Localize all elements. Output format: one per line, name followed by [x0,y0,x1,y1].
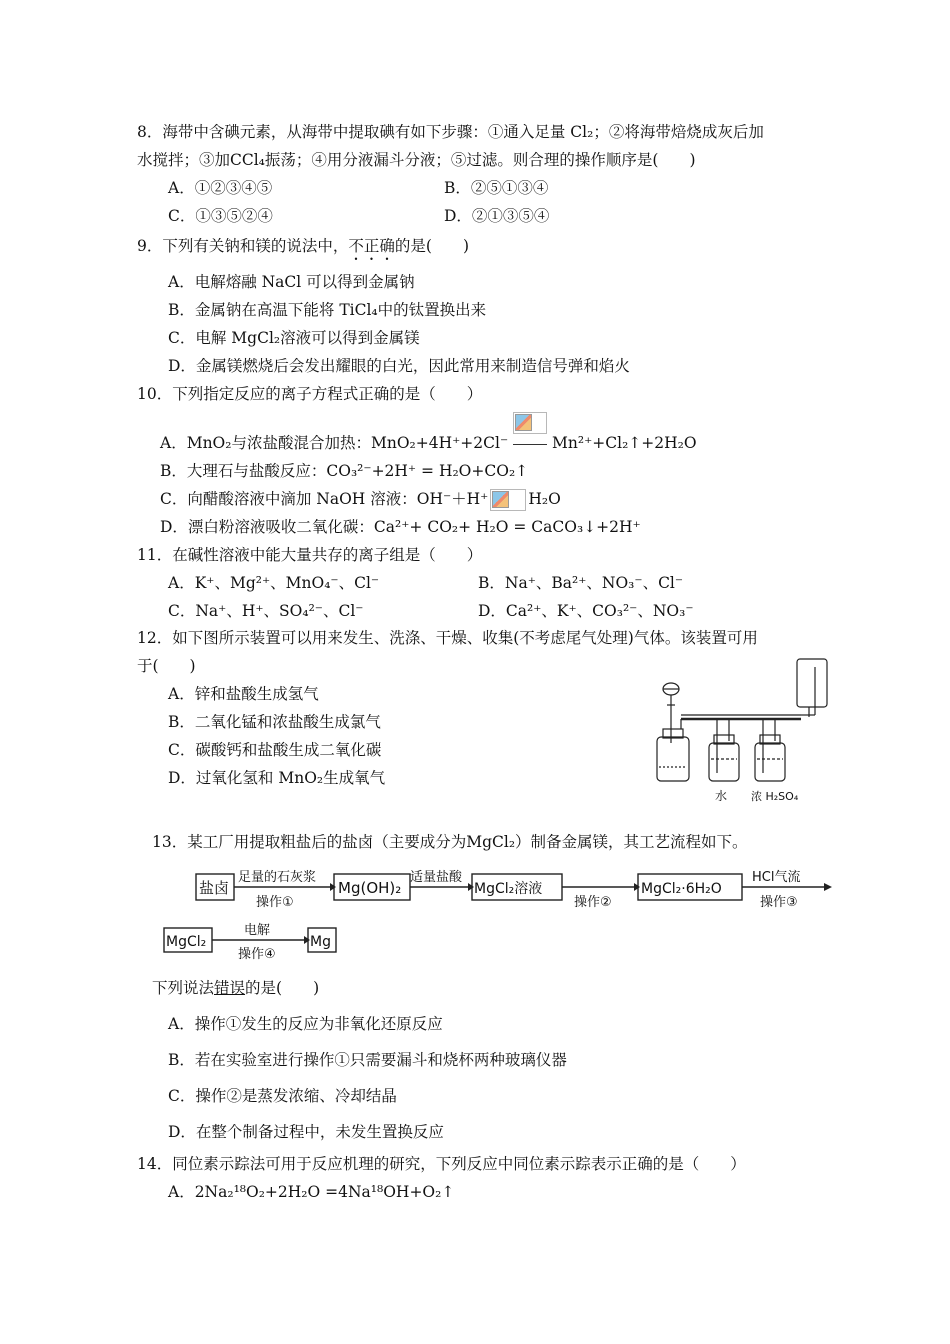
q8-option-b: B．②⑤①③④ [444,179,549,197]
flow-text-mgcl2: MgCl₂ [166,934,207,950]
q13-sub-pre: 下列说法 [152,979,215,997]
flow-text-op2: 操作② [574,895,612,910]
flow-text-brine: 盐卤 [199,879,230,897]
flow-text-lime-slurry: 足量的石灰浆 [238,870,317,885]
collecting-bottle [797,659,827,707]
q9-option-c: C．电解 MgCl₂溶液可以得到金属镁 [168,329,420,347]
q12-option-a: A．锌和盐酸生成氢气 [168,685,319,703]
q9-stem-post: 的是( ) [394,237,469,255]
broken-image-icon [513,412,547,434]
q10-option-c-left: C．向醋酸溶液中滴加 NaOH 溶液：OH⁻＋H⁺ [160,490,489,508]
flow-text-op3: 操作③ [760,895,798,910]
acid-dry-bottle [755,743,785,781]
q12-option-b: B．二氧化锰和浓盐酸生成氯气 [168,713,381,731]
generator-bottle [657,737,689,781]
q9-option-b: B．金属钠在高温下能将 TiCl₄中的钛置换出来 [168,301,487,319]
q10-option-b: B．大理石与盐酸反应：CO₃²⁻+2H⁺ = H₂O+CO₂↑ [160,462,529,480]
flow-text-hcl: 适量盐酸 [410,870,463,885]
water-wash-bottle [709,743,739,781]
q10-option-c [160,489,561,511]
q12-option-c: C．碳酸钙和盐酸生成二氧化碳 [168,741,382,759]
q9-stem [137,236,469,264]
q11-stem: 11．在碱性溶液中能大量共存的离子组是（ ） [137,546,483,564]
q9-stem-emphasis: 不正确 [348,237,395,255]
water-label: 水 [715,789,728,803]
q11-option-c: C．Na⁺、H⁺、SO₄²⁻、Cl⁻ [168,602,364,620]
q13-option-a: A．操作①发生的反应为非氧化还原反应 [168,1015,443,1033]
q10-option-a [160,433,697,454]
q10-option-a-right: Mn²⁺+Cl₂↑+2H₂O [552,434,697,452]
q8-option-d: D．②①③⑤④ [444,207,550,225]
broken-image-icon [490,489,526,511]
q13-sub-emphasis: 错误 [214,979,246,997]
q8-option-c: C．①③⑤②④ [168,207,273,225]
flow-text-hcl-stream: HCl气流 [752,870,801,885]
q12-stem-line1: 12．如下图所示装置可以用来发生、洗涤、干燥、收集(不考虑尾气处理)气体。该装置可用 [137,629,758,647]
conc-sulfuric-acid-label: 浓 H₂SO₄ [751,790,799,803]
q13-stem: 13．某工厂用提取粗盐后的盐卤（主要成分为MgCl₂）制备金属镁，其工艺流程如下。 [152,833,748,851]
q13-option-c: C．操作②是蒸发浓缩、冷却结晶 [168,1087,397,1105]
q9-stem-pre: 9．下列有关钠和镁的说法中， [137,237,349,255]
q12-stem-line2: 于( ) [137,657,196,675]
q10-option-c-right: H₂O [528,490,561,508]
q10-option-a-left: A．MnO₂与浓盐酸混合加热：MnO₂+4H⁺+2Cl⁻ [160,434,509,452]
q8-stem-line1: 8．海带中含碘元素，从海带中提取碘有如下步骤：①通入足量 Cl₂；②将海带焙烧成灰后加 [137,123,764,141]
q13-option-b: B．若在实验室进行操作①只需要漏斗和烧杯两种玻璃仪器 [168,1051,567,1069]
flow-text-mgoh2: Mg(OH)₂ [338,879,402,897]
flow-text-op1: 操作① [256,895,294,910]
flow-text-electrolysis: 电解 [244,923,271,938]
flow-text-mg: Mg [310,934,331,950]
q9-option-a: A．电解熔融 NaCl 可以得到金属钠 [168,273,415,291]
heating-condition-image [513,434,547,454]
flow-text-mgcl2-hydrate: MgCl₂·6H₂O [641,881,722,897]
q10-stem: 10．下列指定反应的离子方程式正确的是（ ） [137,385,483,403]
q8-stem-line2: 水搅拌；③加CCl₄振荡；④用分液漏斗分液；⑤过滤。则合理的操作顺序是( ) [137,151,696,169]
q13-sub-post: 的是( ) [245,979,320,997]
q11-option-b: B．Na⁺、Ba²⁺、NO₃⁻、Cl⁻ [478,574,684,592]
q8-option-a: A．①②③④⑤ [168,179,273,197]
flow-text-mgcl2-solution: MgCl₂溶液 [474,881,543,897]
q11-option-a: A．K⁺、Mg²⁺、MnO₄⁻、Cl⁻ [168,574,380,592]
q12-option-d: D．过氧化氢和 MnO₂生成氧气 [168,769,386,787]
q9-option-d: D．金属镁燃烧后会发出耀眼的白光，因此常用来制造信号弹和焰火 [168,357,630,375]
q13-option-d: D．在整个制备过程中，未发生置换反应 [168,1123,444,1141]
q14-option-a: A．2Na₂¹⁸O₂+2H₂O =4Na¹⁸OH+O₂↑ [168,1183,455,1201]
q10-option-d: D．漂白粉溶液吸收二氧化碳：Ca²⁺+ CO₂+ H₂O = CaCO₃↓+2H⁺ [160,518,641,536]
mg-process-flowchart [160,862,840,962]
gas-apparatus-figure [655,655,835,810]
q11-option-d: D．Ca²⁺、K⁺、CO₃²⁻、NO₃⁻ [478,602,694,620]
reaction-arrow-line [513,444,547,445]
q14-stem: 14．同位素示踪法可用于反应机理的研究，下列反应中同位素示踪表示正确的是（ ） [137,1155,746,1173]
q13-sub-stem [152,978,319,998]
flow-text-op4: 操作④ [238,947,276,962]
